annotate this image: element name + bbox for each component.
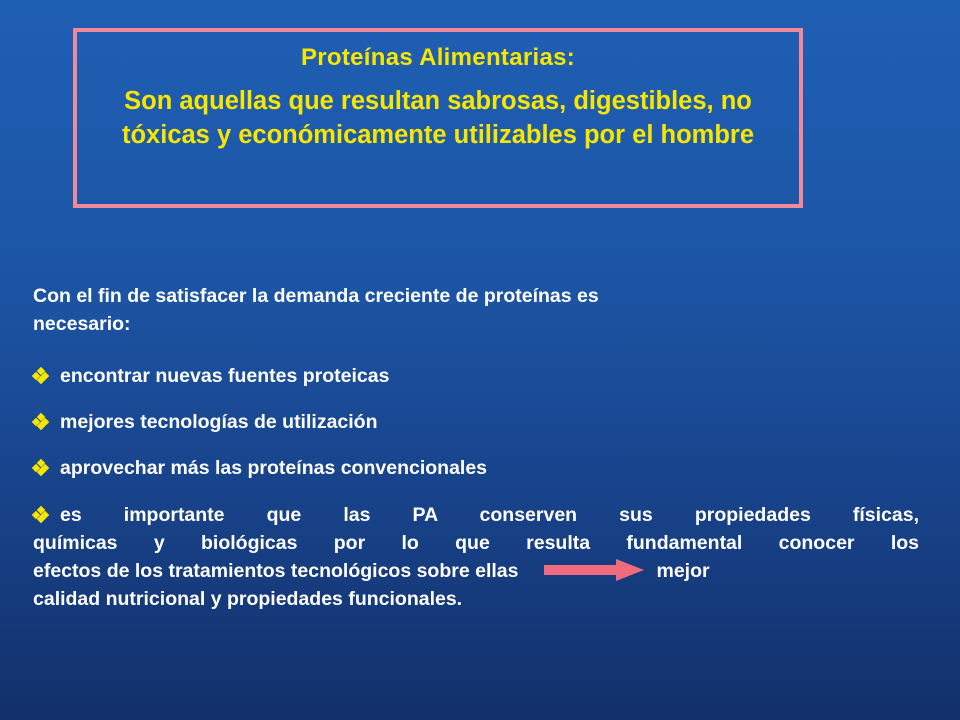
intro-line-1: Con el fin de satisfacer la demanda creciente de proteínas es	[33, 285, 599, 307]
bullet-item	[33, 454, 919, 482]
definition-body: Son aquellas que resultan sabrosas, digestibles, no tóxicas y económicamente utilizables por el hombre	[121, 87, 755, 149]
bullet-line-2: químicas y biológicas por lo que resulta fundamental conocer los	[33, 532, 919, 554]
bullet-line-1-text: es importante que las PA conserven sus propiedades físicas,	[60, 504, 919, 526]
definition-title: Proteínas Alimentarias:	[300, 44, 576, 71]
intro-line-2: necesario:	[33, 313, 131, 335]
diamond-bullet-icon	[33, 368, 48, 383]
intro-paragraph	[33, 282, 833, 338]
bullet-line-3	[33, 557, 919, 585]
diamond-bullet-icon	[33, 460, 48, 475]
bullet-line-3-before: efectos de los tratamientos tecnológicos sobre ellas	[33, 560, 519, 582]
bullet-line-1	[33, 501, 919, 529]
definition-box	[73, 28, 803, 208]
bullet-text: encontrar nuevas fuentes proteicas	[60, 365, 390, 387]
bullet-text: mejores tecnologías de utilización	[60, 411, 378, 433]
diamond-bullet-icon	[33, 414, 48, 429]
right-arrow-icon	[544, 559, 644, 581]
bullet-item	[33, 408, 919, 436]
diamond-bullet-icon	[33, 507, 48, 522]
bullet-line-4: calidad nutricional y propiedades funcionales.	[33, 588, 463, 610]
bullet-text: aprovechar más las proteínas convencionales	[60, 457, 488, 479]
bullet-line-3-after: mejor	[656, 560, 710, 582]
bullet-item	[33, 362, 919, 390]
bullet-item-justified	[33, 501, 919, 613]
